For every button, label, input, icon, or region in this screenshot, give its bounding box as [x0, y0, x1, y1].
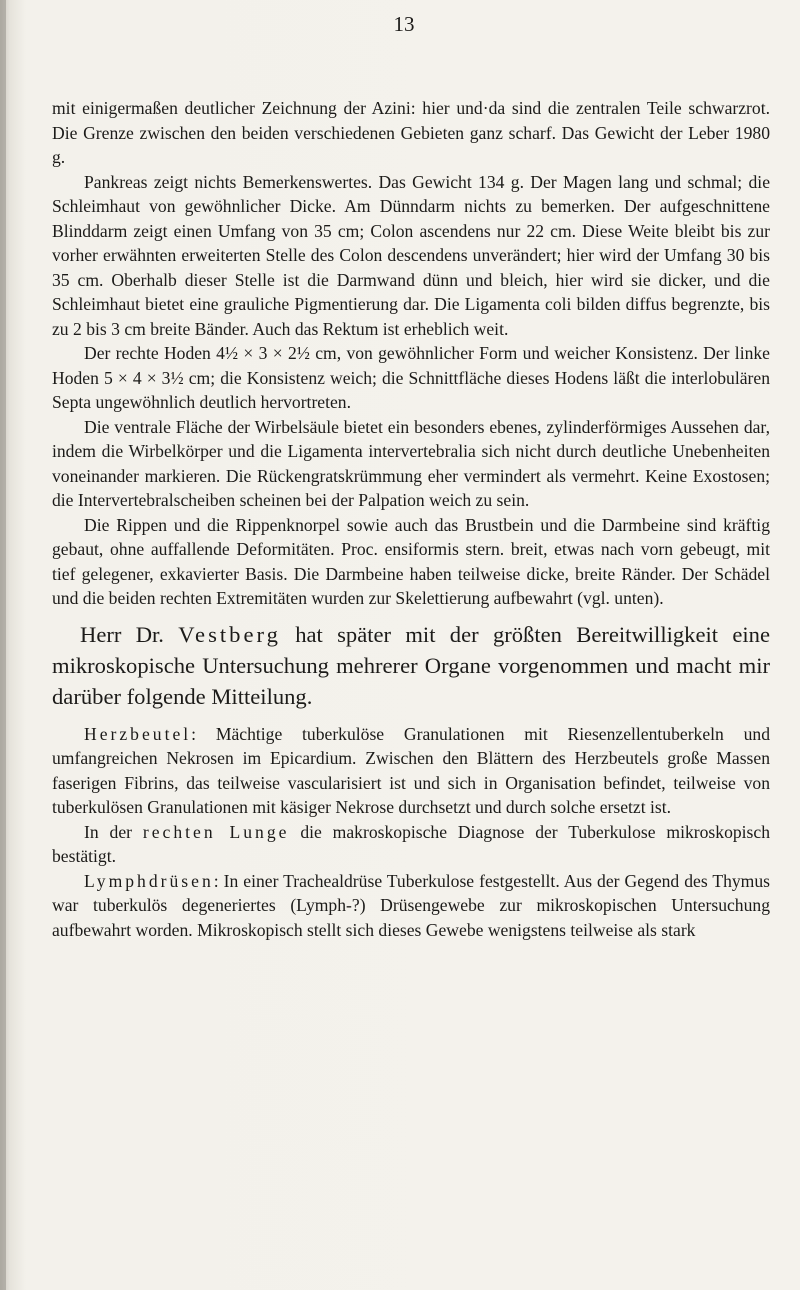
page-number: 13: [393, 12, 415, 36]
paragraph-pericardium: [52, 722, 770, 820]
paragraph-vestberg: [52, 619, 770, 712]
paragraph-pancreas-text: Pankreas zeigt nichts Bemerkenswertes. Das Gewicht 134 g. Der Magen lang und schmal; die Schleimhaut von gewöhnlicher Dicke. Am Dünndarm nichts zu bemerken. Der aufgeschnittene Blinddarm zeigt einen Umfang von 35 cm; Colon ascendens nur 22 cm. Diese Weite bleibt bis zur vorher erwähnten erweiterten Stelle des Colon descendens unverändert; hier wird der Umfang 30 bis 35 cm. Oberhalb dieser Stelle ist die Darmwand dünn und bleich, hier wird sie dicker, und die Schleimhaut bietet eine grauliche Pigmentierung dar. Die Ligamenta coli bilden diffus begrenzte, bis zu 2 bis 3 cm breite Bänder. Auch das Rektum ist erheblich weit.: [52, 171, 770, 339]
right-lung-term: rechten Lunge: [142, 821, 290, 842]
paragraph-vestberg-text-2: hat später mit der größten Bereitwilligkeit eine mikroskopische Untersuchung mehrerer Organe vorgenommen und macht mir darüber folgende Mitteilung.: [52, 621, 770, 709]
paragraph-liver-text: mit einigermaßen deutlicher Zeichnung der Azini: hier und·da sind die zentralen Teile schwarzrot. Die Grenze zwischen den beiden verschiedenen Gebieten ganz scharf. Das Gewicht der Leber 1980 g.: [52, 98, 770, 167]
paragraph-spine-text: Die ventrale Fläche der Wirbelsäule bietet ein besonders ebenes, zylinderförmiges Aussehen dar, indem die Wirbelkörper und die Ligamenta intervertebralia sich nicht durch deutliche Unebenheiten voneinander markieren. Die Rückengratskrümmung eher vermindert als vermehrt. Keine Exostosen; die Intervertebralscheiben scheinen bei der Palpation weich zu sein.: [52, 416, 770, 510]
gutter-shadow: [0, 0, 6, 1290]
paragraph-lymph-nodes: [52, 869, 770, 943]
paragraph-vestberg-text-1: Herr Dr.: [80, 621, 179, 647]
paragraph-testes-text: Der rechte Hoden 4½ × 3 × 2½ cm, von gewöhnlicher Form und weicher Konsistenz. Der linke Hoden 5 × 4 × 3½ cm; die Konsistenz weich; die Schnittfläche dieses Hodens läßt die interlobulären Septa ungewöhnlich deutlich hervortreten.: [52, 343, 770, 412]
body-text: [52, 96, 770, 942]
paragraph-lung-text-1: In der: [84, 821, 143, 842]
vestberg-name: Vestberg: [178, 621, 281, 647]
pericardium-heading: Herzbeutel: [84, 723, 192, 744]
paragraph-pericardium-text: : Mächtige tuberkulöse Granulationen mit Riesenzellentuberkeln und umfangreichen Nekrosen im Epicardium. Zwischen den Blättern des Herzbeutels große Massen faserigen Fibrins, das teilweise vascularisiert ist und sich in Organisation befindet, teilweise von tuberkulösen Granulationen mit käsiger Nekrose durchsetzt und durch solche ersetzt ist.: [52, 723, 770, 817]
paragraph-testes: [52, 341, 770, 415]
paragraph-ribs: [52, 513, 770, 611]
paragraph-liver: [52, 96, 770, 170]
paragraph-lung: [52, 820, 770, 869]
paragraph-lymph-nodes-text: : In einer Trachealdrüse Tuberkulose festgestellt. Aus der Gegend des Thymus war tuberkulös degeneriertes (Lymph-?) Drüsengewebe zur mikroskopischen Untersuchung aufbewahrt worden. Mikroskopisch stellt sich dieses Gewebe wenigstens teilweise als stark: [52, 870, 770, 940]
lymph-nodes-heading: Lymphdrüsen: [84, 870, 214, 891]
paragraph-pancreas: [52, 170, 770, 342]
paragraph-lung-text-2: die makroskopische Diagnose der Tuberkulose mikroskopisch bestätigt.: [52, 821, 770, 866]
paragraph-ribs-text: Die Rippen und die Rippenknorpel sowie auch das Brustbein und die Darmbeine sind kräftig gebaut, ohne auffallende Deformitäten. Proc. ensiformis stern. breit, etwas nach vorn gebeugt, mit tief gelegener, exkavierter Basis. Die Darmbeine haben teilweise dicke, breite Ränder. Der Schädel und die beiden rechten Extremitäten wurden zur Skelettierung aufbewahrt (vgl. unten).: [52, 514, 770, 608]
paragraph-spine: [52, 415, 770, 513]
